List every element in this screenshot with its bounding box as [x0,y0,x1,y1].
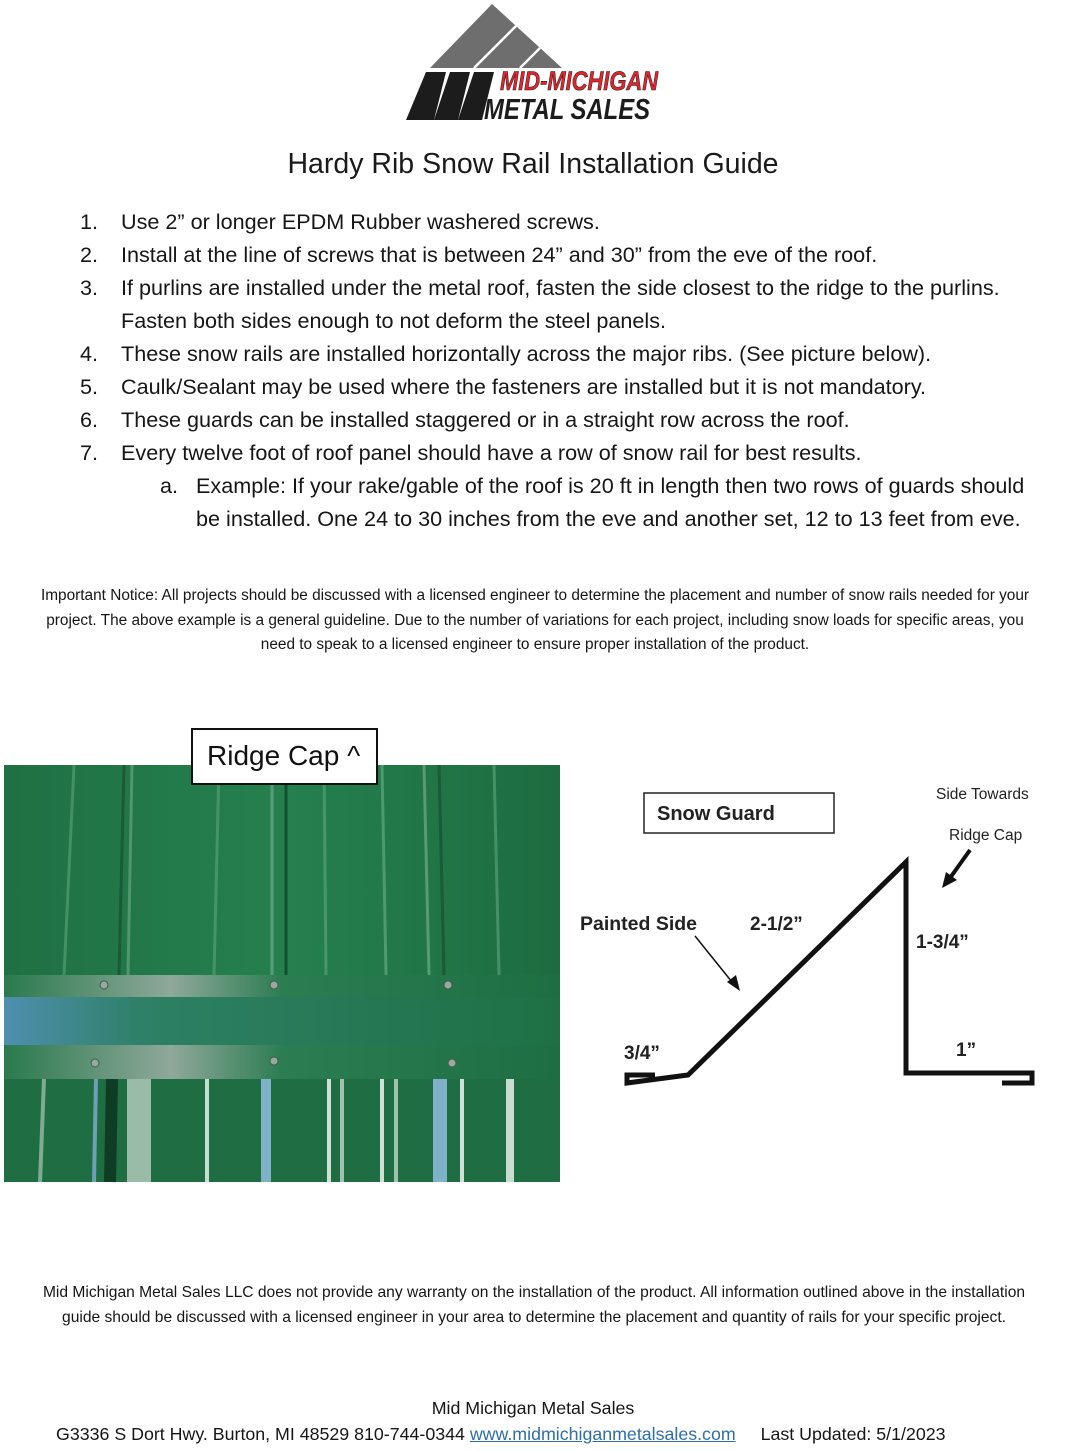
company-logo [404,2,666,126]
item-text: Caulk/Sealant may be used where the fasteners are installed but it is not mandatory. [121,374,927,399]
footer-company-name: Mid Michigan Metal Sales [431,1398,635,1418]
list-item [80,205,1030,238]
roof-photo [4,765,560,1182]
list-item [80,337,1030,370]
sub-list-item [80,469,1030,535]
ridge-arrow-icon [942,850,970,888]
snow-guard-diagram [570,770,1039,1110]
panel-lower [4,1079,560,1182]
item-number: 4. [80,341,99,366]
item-number: 2. [80,242,99,267]
side-towards-label: Side Towards [936,786,1029,803]
list-item [80,403,1030,436]
item-text: Install at the line of screws that is between 24” and 30” from the eve of the roof. [121,242,878,267]
last-updated: Last Updated: 5/1/2023 [760,1424,946,1444]
item-text: These guards can be installed staggered or in a straight row across the roof. [121,407,850,432]
important-notice: Important Notice: All projects should be discussed with a licensed engineer to determine the placement and number of snow rails needed for your project. The above example is a general guideline. Due to the number of variations for each project, including snow loads for specific areas, you need to speak to a licensed engineer to ensure proper installation of the product. [40,587,1030,653]
item-text: These snow rails are installed horizontally across the major ribs. (See picture below). [121,341,932,366]
painted-side-label: Painted Side [580,913,698,935]
list-item [80,271,1030,337]
footer-address: G3336 S Dort Hwy. Burton, MI 48529 810-744-0344 [56,1424,465,1444]
list-item [80,436,1030,469]
instruction-list [80,205,1030,535]
logo-line2: METAL SALES [484,94,651,126]
painted-side-arrow-icon [695,936,740,991]
ridge-cap-label: Ridge Cap ^ [191,728,378,785]
footer-contact [56,1424,945,1445]
list-item [80,370,1030,403]
dim-left-flange: 3/4” [624,1043,660,1064]
diagram-title: Snow Guard [657,803,775,825]
item-number: 1. [80,209,99,234]
item-text: Use 2” or longer EPDM Rubber washered screws. [121,209,600,234]
dim-right-flange: 1” [956,1040,977,1061]
page-title: Hardy Rib Snow Rail Installation Guide [287,148,779,180]
logo-line1: MID-MICHIGAN [500,66,659,96]
ridge-cap-diagram-label: Ridge Cap [949,827,1023,844]
item-number: 3. [80,275,99,300]
dim-vertical: 1-3/4” [916,932,969,953]
item-number: 6. [80,407,99,432]
panel-upper [4,765,560,975]
item-number: 5. [80,374,99,399]
snow-rail-bottom [4,1045,560,1079]
item-text: Example: If your rake/gable of the roof is 20 ft in length then two rows of guards should be installed. One 24 to 30 inches from the eve and another set, 12 to 13 feet from eve. [196,473,1025,531]
item-number: 7. [80,440,99,465]
dim-slope: 2-1/2” [750,914,803,935]
warranty-disclaimer: Mid Michigan Metal Sales LLC does not provide any warranty on the installation of the product. All information outlined above in the installation guide should be discussed with a licensed engineer in your area to determine the placement and quantity of rails for your specific project. [42,1284,1026,1326]
logo-graphic [404,2,666,126]
snow-rail-face [4,997,560,1045]
item-letter: a. [160,473,179,498]
snow-rail-top [4,975,560,997]
roof-photo-graphic [4,765,560,1182]
logo-roof [430,4,562,68]
item-text: Every twelve foot of roof panel should have a row of snow rail for best results. [121,440,862,465]
snow-guard-profile [570,770,1039,1110]
website-link[interactable]: www.midmichiganmetalsales.com [469,1424,736,1444]
list-item [80,238,1030,271]
item-text: If purlins are installed under the metal roof, fasten the side closest to the ridge to the purlins. Fasten both sides enough to not deform the steel panels. [121,275,1000,333]
